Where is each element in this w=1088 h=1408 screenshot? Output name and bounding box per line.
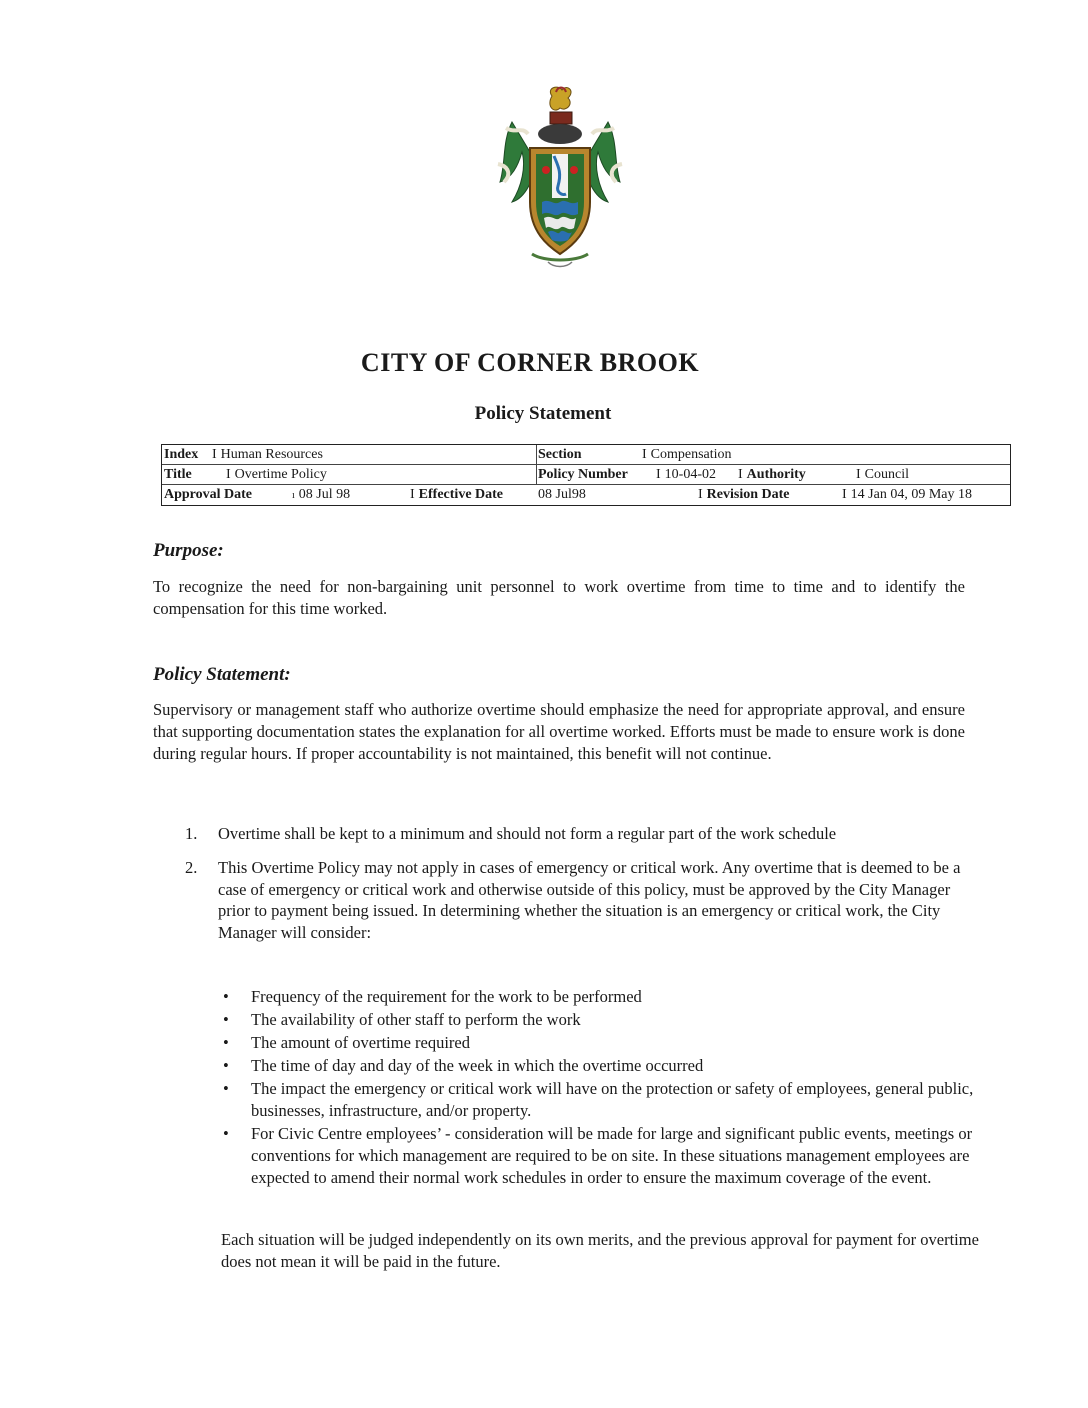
policy-number-cell: I 10-04-02: [656, 467, 716, 482]
section-value: Compensation: [650, 447, 732, 462]
list-item: • Frequency of the requirement for the work to be performed: [223, 987, 642, 1006]
approval-date-value: 08 Jul 98: [298, 487, 351, 502]
policy-number-value: 10-04-02: [664, 467, 716, 482]
table-row-index: [162, 445, 1010, 465]
bullet-icon: •: [223, 987, 229, 1006]
revision-date-value: 14 Jan 04, 09 May 18: [850, 487, 972, 502]
bullet-icon: •: [223, 1079, 229, 1098]
item-number: 1.: [185, 824, 198, 843]
closing-paragraph: Each situation will be judged independently on its own merits, and the previous approval for payment for overtime does not mean it will be paid in the future.: [221, 1230, 979, 1271]
approval-date-cell: ı 08 Jul 98: [292, 487, 351, 502]
revision-date-label: Revision Date: [706, 487, 790, 502]
list-item: • The impact the emergency or critical work will have on the protection or safety of employees, general public, businesses, infrastructure, and/or property.: [223, 1079, 974, 1120]
title-value: Overtime Policy: [234, 467, 327, 482]
list-item: • For Civic Centre employees’ - consideration will be made for large and significant public events, meetings or conventions for which management are required to be on site. In these situations management employees are expected to amend their normal work schedules in order to ensure the maximum coverage of the event.: [223, 1124, 973, 1187]
revision-date-value-cell: I 14 Jan 04, 09 May 18: [842, 487, 972, 502]
table-row-dates: [162, 485, 1010, 505]
index-value: Human Resources: [220, 447, 323, 462]
authority-cell: I Authority: [738, 467, 806, 482]
approval-date-label: Approval Date: [164, 487, 253, 502]
policy-intro-text: Supervisory or management staff who authorize overtime should emphasize the need for appropriate approval, and ensure that supporting documentation states the explanation for all overtime worked. Efforts must be made to ensure work is done during regular hours. If proper accountability is not maintained, this benefit will not continue.: [153, 700, 965, 763]
city-crest-icon: [492, 82, 628, 270]
item-text: This Overtime Policy may not apply in cases of emergency or critical work. Any overtime that is deemed to be a case of emergency or critical work and otherwise outside of this policy, must be approved by the City Manager prior to payment being issued. In determining whether the situation is an emergency or critical work, the City Manager will consider:: [218, 858, 961, 942]
bullet-icon: •: [223, 1124, 229, 1143]
purpose-heading: Purpose:: [153, 540, 224, 561]
index-cell: I Human Resources: [212, 447, 323, 462]
revision-date-cell: I Revision Date: [698, 487, 790, 502]
list-item: • The amount of overtime required: [223, 1033, 471, 1052]
policy-number-label: Policy Number: [538, 467, 628, 482]
organization-title: CITY OF CORNER BROOK: [360, 348, 700, 377]
bullet-icon: •: [223, 1056, 229, 1075]
considerations-list: [221, 986, 981, 1190]
authority-label: Authority: [746, 467, 806, 482]
section-cell: I Compensation: [642, 447, 732, 462]
authority-value: Council: [864, 467, 910, 482]
effective-date-cell: I Effective Date: [410, 487, 504, 502]
section-label: Section: [538, 447, 582, 462]
document-type-heading: Policy Statement: [474, 403, 612, 424]
purpose-text: To recognize the need for non-bargaining unit personnel to work overtime from time to time and to identify the compensation for this time worked.: [153, 577, 965, 618]
policy-statement-heading: Policy Statement:: [153, 664, 291, 685]
table-row-title: [162, 465, 1010, 485]
effective-date-label: Effective Date: [418, 487, 504, 502]
policy-metadata-table: [161, 444, 1011, 506]
bullet-icon: •: [223, 1010, 229, 1029]
item-text: Overtime shall be kept to a minimum and should not form a regular part of the work schedule: [218, 824, 837, 843]
list-item: • The time of day and day of the week in which the overtime occurred: [223, 1056, 704, 1075]
item-number: 2.: [185, 858, 198, 877]
authority-value-cell: I Council: [856, 467, 910, 482]
title-label: Title: [164, 467, 192, 482]
list-item: • The availability of other staff to perform the work: [223, 1010, 581, 1029]
index-label: Index: [164, 447, 199, 462]
effective-date-value: 08 Jul98: [538, 487, 586, 502]
title-cell: I Overtime Policy: [226, 467, 327, 482]
bullet-icon: •: [223, 1033, 229, 1052]
